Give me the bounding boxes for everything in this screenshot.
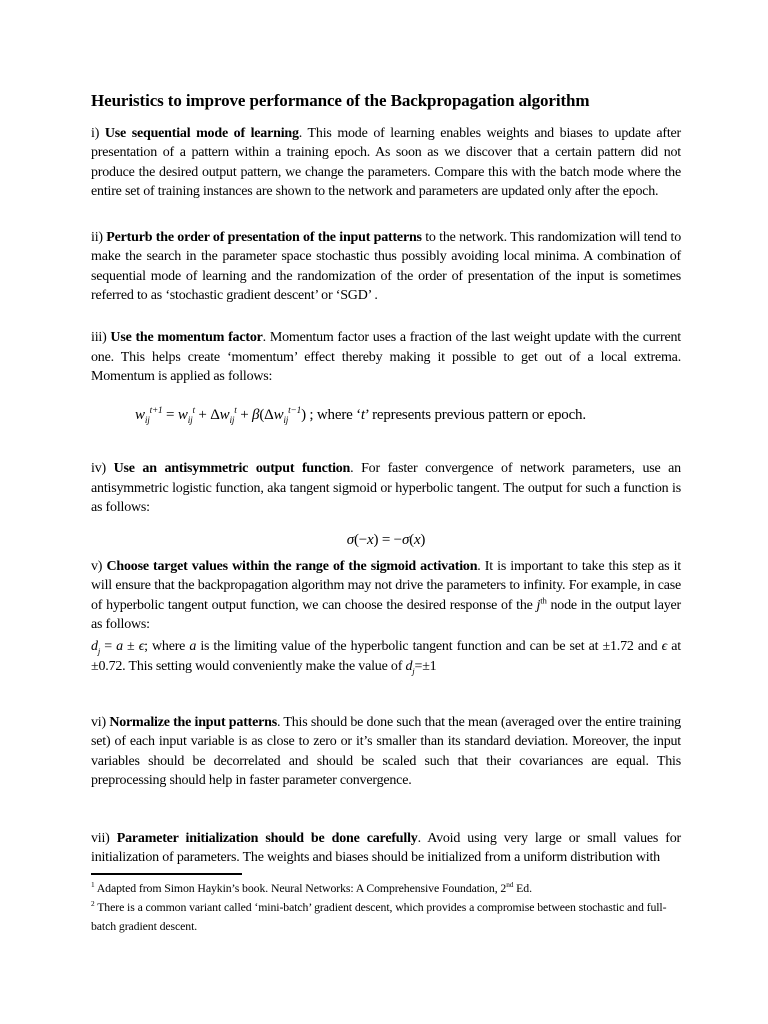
footnotes <box>91 879 681 936</box>
antisymmetric-sigma-formula: σ(−x) = −σ(x) <box>346 532 426 549</box>
footnote-divider <box>91 873 242 875</box>
paragraph-antisymmetric-output: iv) Use an antisymmetric output function. For faster convergence of network parameters, use an antisymmetric logistic function, aka tangent sigmoid or hyperbolic tangent. The output for such a function is as follows: <box>91 461 681 515</box>
document-content <box>91 91 681 936</box>
paragraph-normalize-inputs: vi) Normalize the input patterns. This should be done such that the mean (averaged over the entire training set) of each input variable is as close to zero or it’s smaller than its standard deviation. Moreover, the input variables should be decorrelated and should be scaled such that their covariances are equal. This preprocessing should help in faster parameter convergence. <box>91 714 681 788</box>
paragraph-perturb-order: ii) Perturb the order of presentation of the input patterns to the network. This randomization will tend to make the search in the parameter space stochastic thus possibly avoiding local minima. A combination of sequential mode of learning and the randomization of the order of presentation of the input is sometimes referred to as ‘stochastic gradient descent’ or ‘SGD’ . <box>91 230 681 304</box>
paragraph-momentum-factor: iii) Use the momentum factor. Momentum factor uses a fraction of the last weight update with the current one. This helps create ‘momentum’ effect thereby making it possible to get out of a local extrema. Momentum is applied as follows: <box>91 330 681 384</box>
footnote-1: $^1$ Adapted from Simon Haykin’s book. Neural Networks: A Comprehensive Foundation, 2nd Ed. <box>91 879 532 895</box>
paragraph-parameter-initialization: vii) Parameter initialization should be done carefully. Avoid using very large or small values for initialization of parameters. The weights and biases should be initialized from a uniform distribution with <box>91 831 681 866</box>
paragraph-sequential-mode: i) Use sequential mode of learning. This mode of learning enables weights and biases to update after presentation of a pattern within a training epoch. As soon as we discover that a certain pattern did not produce the desired output pattern, we change the parameters. Compare this with the batch mode where the entire set of training instances are shown to the network and parameters are updated only after the epoch. <box>91 126 682 199</box>
paragraph-target-values: v) Choose target values within the range of the sigmoid activation. It is important to take this step as it will ensure that the backpropagation algorithm may not drive the parameters to infinity. For example, in case of hyperbolic tangent output function, we can choose the desired response of the $j^{th}$ node in the output layer as follows: <box>91 559 681 633</box>
footnote-2: $^2$ There is a common variant called ‘mini-batch’ gradient descent, which provides a compromise between stochastic and full-batch gradient descent. <box>91 898 667 933</box>
paragraph-desired-response-dj: $d_j = a \pm \epsilon$; where a is the limiting value of the hyperbolic tangent function and can be set at ±1.72 and ϵ at ±0.72. This setting would conveniently make the value of $d_j=\pm 1$ <box>91 639 681 676</box>
momentum-update-formula: $w_{ij}^{t+1} = w_{ij}^t + \Delta w_{ij}^t + \beta(\Delta w_{ij}^{t-1})$ ; where ‘t’ represents previous pattern or epoch. <box>135 406 586 427</box>
document-title: Heuristics to improve performance of the Backpropagation algorithm <box>91 91 590 110</box>
